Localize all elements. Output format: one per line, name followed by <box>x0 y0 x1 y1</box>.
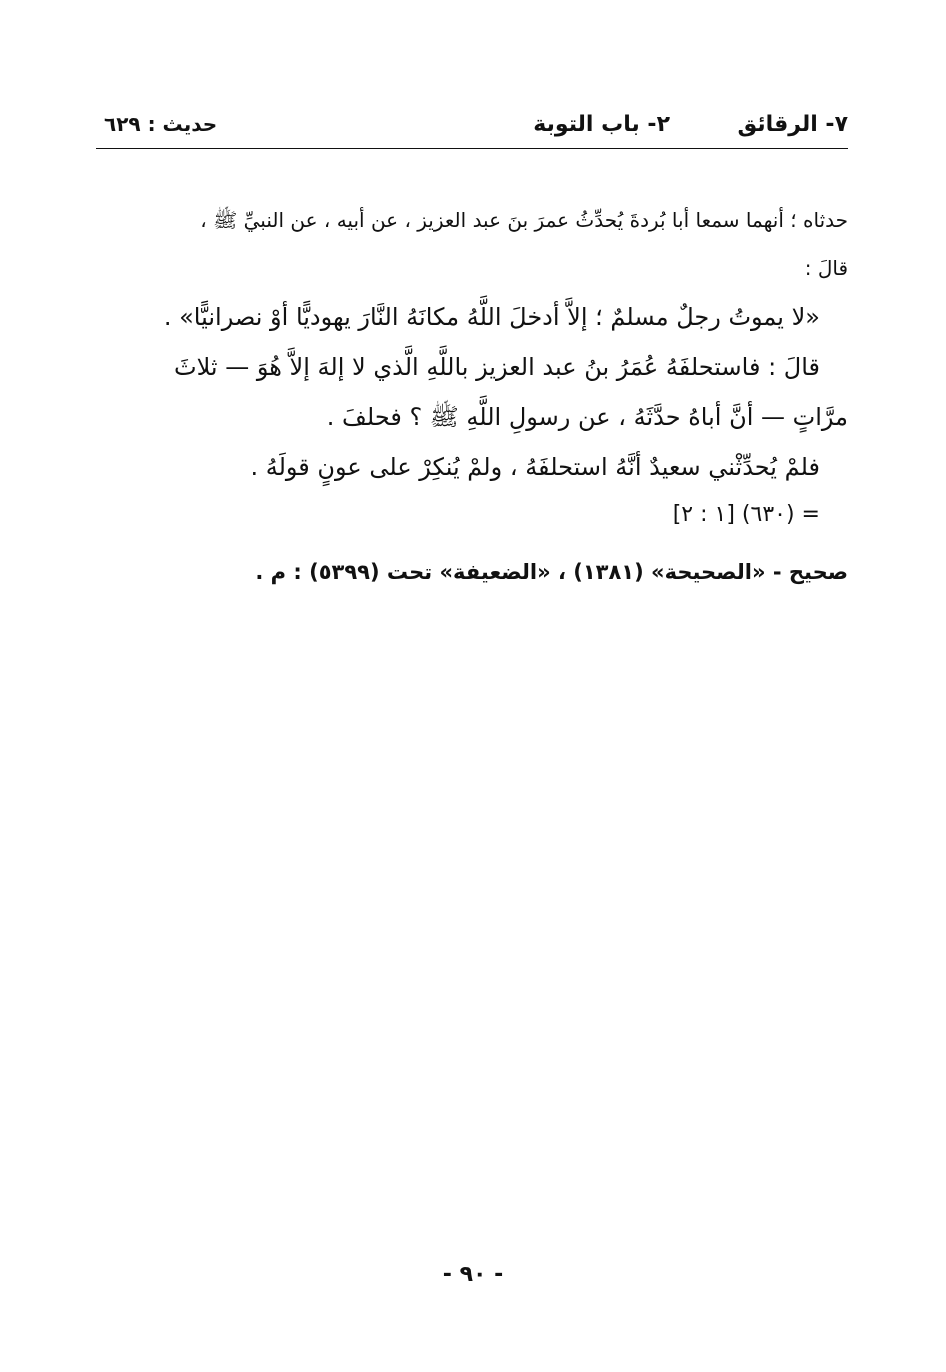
hadith-number: حديث : ٦٢٩ <box>104 112 218 136</box>
hadith-text <box>96 196 848 600</box>
running-header <box>96 112 848 146</box>
chapter-title: ٧- الرقائق <box>737 112 848 137</box>
header-divider <box>96 148 848 149</box>
narration-line: مرَّاتٍ — أنَّ أباهُ حدَّثَهُ ، عن رسولِ اللَّهِ ﷺ ؟ فحلفَ . <box>326 403 848 431</box>
isnad-line: قالَ : <box>804 256 848 280</box>
page-number: - ٩٠ - <box>442 1262 504 1287</box>
matn-line: «لا يموتُ رجلٌ مسلمٌ ؛ إلاَّ أدخلَ اللَّهُ مكانَهُ النَّارَ يهوديًّا أوْ نصرانيًّا» . <box>163 303 820 331</box>
cross-reference: = (٦٣٠) [١ : ٢] <box>672 502 820 527</box>
grading-note: صحيح - «الصحيحة» (١٣٨١) ، «الضعيفة» تحت (٥٣٩٩) : م . <box>255 560 848 584</box>
narration-line: فلمْ يُحدِّثْني سعيدٌ أنَّهُ استحلفَهُ ، ولمْ يُنكِرْ على عونٍ قولَهُ . <box>250 453 820 481</box>
section-title: ٢- باب التوبة <box>533 112 670 137</box>
isnad-line: حدثاه ؛ أنهما سمعا أبا بُردةَ يُحدِّثُ عمرَ بنَ عبد العزيز ، عن أبيه ، عن النبيِّ ﷺ ، <box>200 208 848 232</box>
narration-line: قالَ : فاستحلفَهُ عُمَرُ بنُ عبد العزيز باللَّهِ الَّذي لا إلهَ إلاَّ هُوَ — ثلاثَ <box>174 353 820 381</box>
